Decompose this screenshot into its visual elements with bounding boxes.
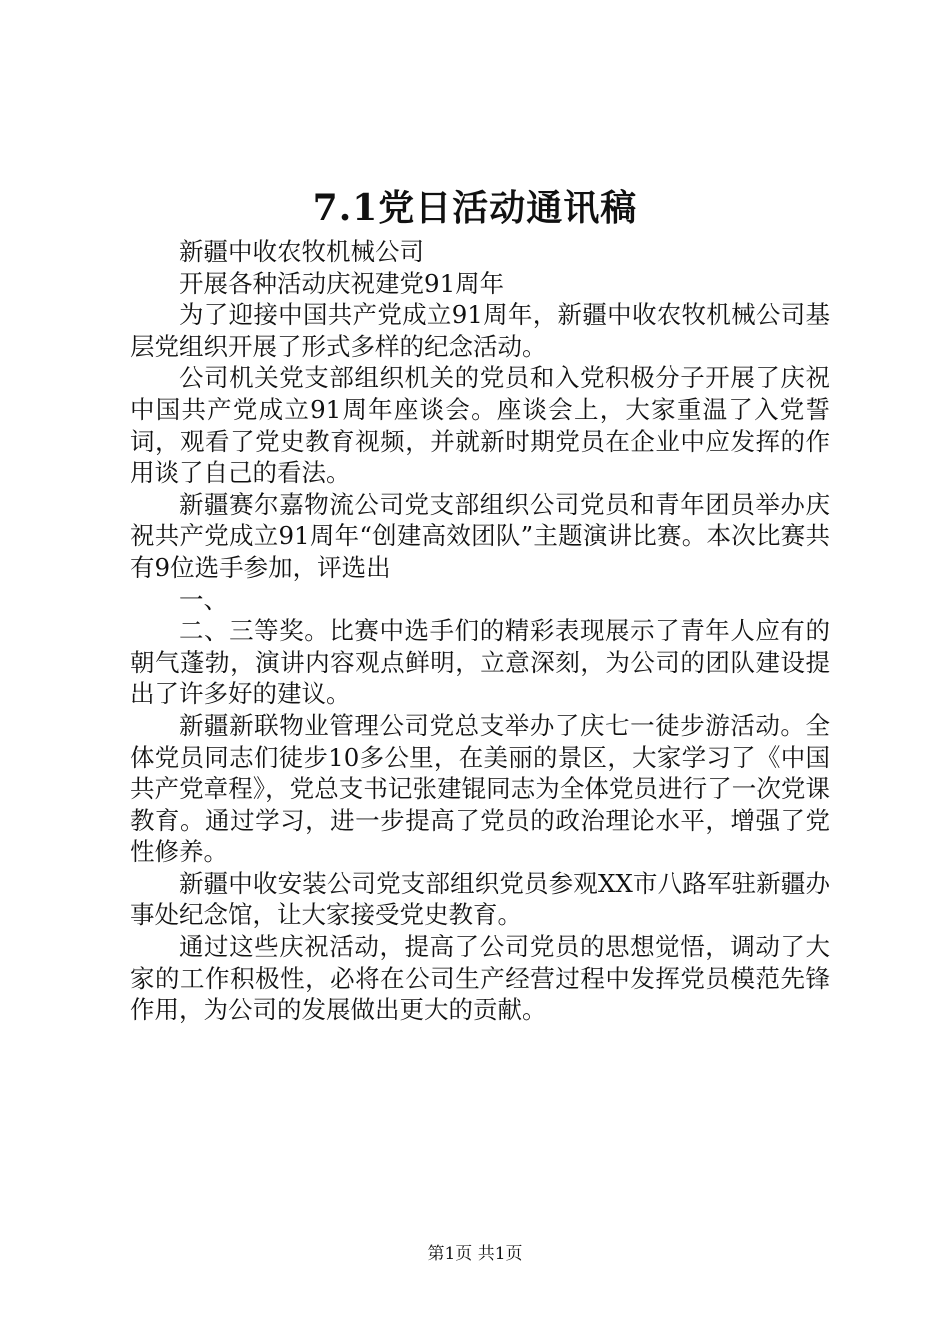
page-number-footer: 第1页 共1页 — [427, 1244, 523, 1264]
paragraph-subtitle: 开展各种活动庆祝建党91周年 — [179, 268, 505, 298]
paragraph-speech-contest: 新疆赛尔嘉物流公司党支部组织公司党员和青年团员举办庆祝共产党成立91周年“创建高效团队”主题演讲比赛。本次比赛共有9位选手参加，评选出 — [130, 489, 830, 582]
paragraph-intro: 为了迎接中国共产党成立91周年，新疆中收农牧机械公司基层党组织开展了形式多样的纪念活动。 — [130, 300, 830, 361]
paragraph-first-prize: 一、 — [179, 584, 228, 614]
paragraph-hiking: 新疆新联物业管理公司党总支举办了庆七一徒步游活动。全体党员同志们徒步10多公里，在美丽的景区，大家学习了《中国共产党章程》，党总支书记张建锟同志为全体党员进行了一次党课教育。通过学习，进一步提高了党员的政治理论水平，增强了党性修养。 — [130, 710, 830, 867]
document-body — [130, 236, 830, 1026]
document-title: 7.1党日活动通讯稿 — [312, 187, 638, 229]
paragraph-museum-visit: 新疆中收安装公司党支部组织党员参观XX市八路军驻新疆办事处纪念馆，让大家接受党史教育。 — [130, 868, 830, 930]
paragraph-conclusion: 通过这些庆祝活动，提高了公司党员的思想觉悟，调动了大家的工作积极性，必将在公司生产经营过程中发挥党员模范先锋作用，为公司的发展做出更大的贡献。 — [130, 932, 830, 1025]
paragraph-forum: 公司机关党支部组织机关的党员和入党积极分子开展了庆祝中国共产党成立91周年座谈会。座谈会上，大家重温了入党誓词，观看了党史教育视频，并就新时期党员在企业中应发挥的作用谈了自己的看法。 — [130, 363, 830, 488]
paragraph-company-name: 新疆中收农牧机械公司 — [179, 237, 424, 266]
paragraph-prizes: 二、三等奖。比赛中选手们的精彩表现展示了青年人应有的朝气蓬勃，演讲内容观点鲜明，立意深刻，为公司的团队建设提出了许多好的建议。 — [130, 616, 830, 709]
